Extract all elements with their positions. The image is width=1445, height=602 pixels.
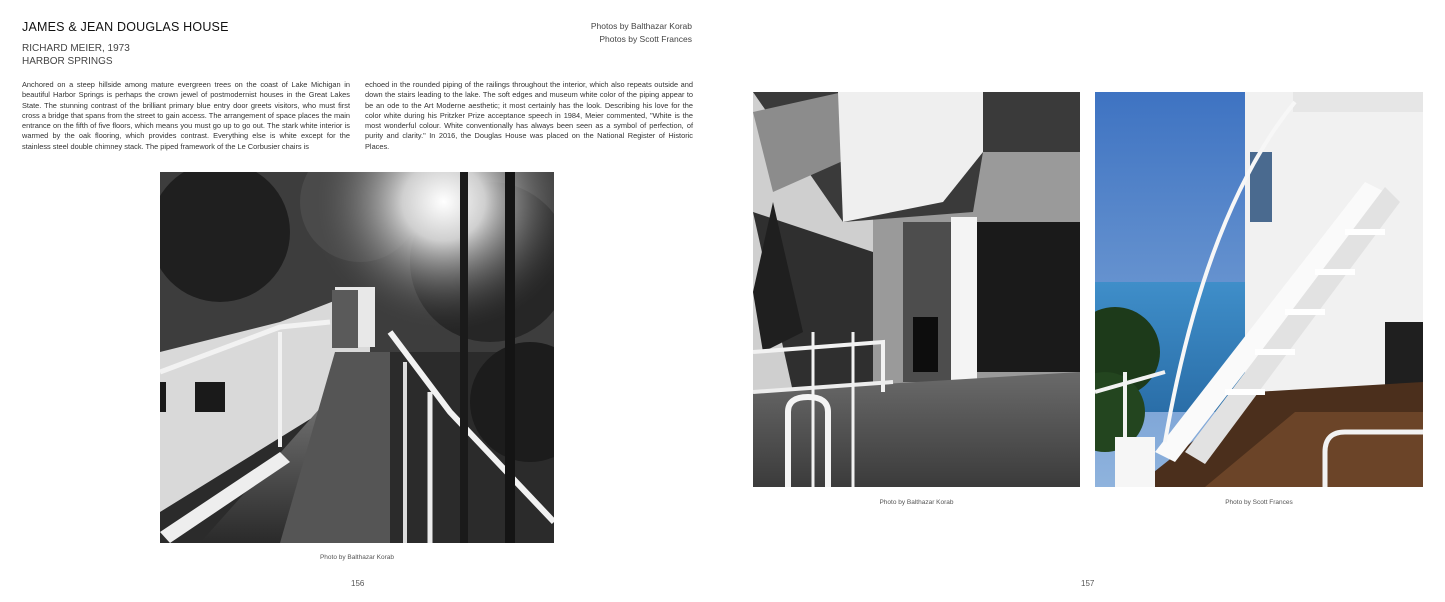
staircase-photo [1095,92,1423,487]
left-page [0,0,722,602]
bridge-photo [160,172,554,543]
body-text-column-1: Anchored on a steep hillside among mature evergreen trees on the coast of Lake Michigan in beautiful Harbor Springs is perhaps the crown jewel of postmodernist houses in the Great Lakes State. The stunning contrast of the brilliant primary blue entry door greets visitors, who must first cross a bridge that spans from the street to gain access. The arrangement of space places the main entrance on the fifth of five floors, which means you must go up to go out. The stark white interior is warmed by the oak flooring, which provides contrast. Everything else is white except for the stainless steel double chimney stack. The piped framework of the Le Corbusier chairs is [22,80,350,151]
location-line: HARBOR SPRINGS [22,56,113,67]
page-title: JAMES & JEAN DOUGLAS HOUSE [22,20,229,34]
page-number: 156 [351,579,365,588]
photo-caption: Photo by Balthazar Korab [319,554,395,561]
body-text-column-2: echoed in the rounded piping of the railings throughout the interior, which also repeats outside and down the stairs leading to the lake. The soft edges and museum white color of the piping appear to be an ode to the Art Moderne aesthetic; it most certainly has the look. Describing his love for the color white during his Pritzker Prize acceptance speech in 1984, Meier commented, "White is the most wonderful colour. White conventionally has always been seen as a symbol of perfection, of purity and clarity." In 2016, the Douglas House was placed on the National Register of Historic Places. [365,80,693,151]
terrace-photo [753,92,1080,487]
subtitle-block [22,42,130,68]
photo-caption-right: Photo by Scott Frances [1225,499,1293,506]
right-page [722,0,1445,602]
photo-credits [591,20,692,46]
credit-line-1: Photos by Balthazar Korab [590,21,692,31]
page-number: 157 [1081,579,1095,588]
photo-caption-left: Photo by Balthazar Korab [879,499,954,506]
architect-line: RICHARD MEIER, 1973 [22,43,130,54]
credit-line-2: Photos by Scott Frances [599,34,692,44]
